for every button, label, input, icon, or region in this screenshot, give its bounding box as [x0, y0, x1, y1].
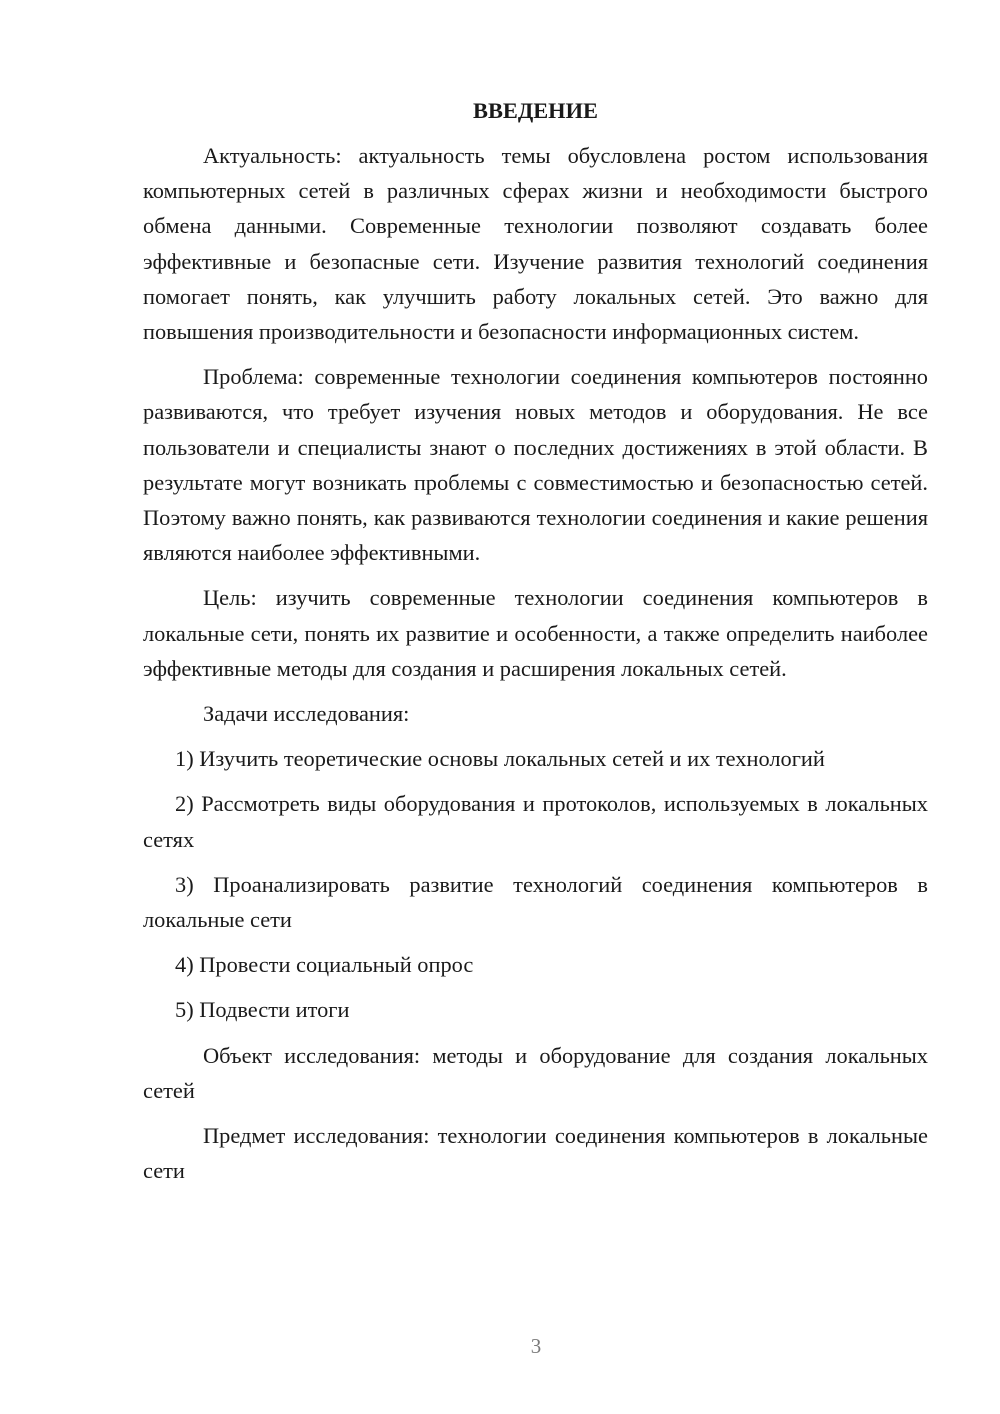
task-item-2: 2) Рассмотреть виды оборудования и протоколов, используемых в локальных сетях: [143, 791, 928, 852]
tasks-heading: Задачи исследования:: [203, 701, 410, 727]
task-item-3: 3) Проанализировать развитие технологий соединения компьютеров в локальные сети: [143, 871, 928, 933]
paragraph-goal: Цель: изучить современные технологии соединения компьютеров в локальные сети, понять их развитие и особенности, а также определить наиболее эффективные методы для создания и расширения локальных сетей.: [143, 585, 928, 681]
document-page: [143, 96, 928, 1198]
task-item-4: 4) Провести социальный опрос: [175, 952, 474, 978]
page-number: 3: [530, 1334, 542, 1358]
paragraph-subject: Предмет исследования: технологии соединения компьютеров в локальные сети: [143, 1123, 928, 1184]
task-item-5: 5) Подвести итоги: [175, 997, 350, 1023]
paragraph-problem: Проблема: современные технологии соединения компьютеров постоянно развиваются, что требует изучения новых методов и оборудования. Не все пользователи и специалисты знают о последних достижениях в этой области. В результате могут возникать проблемы с совместимостью и безопасностью сетей. Поэтому важно понять, как развиваются технологии соединения и какие решения являются наиболее эффективными.: [143, 364, 928, 566]
paragraph-relevance: Актуальность: актуальность темы обусловлена ростом использования компьютерных сетей в различных сферах жизни и необходимости быстрого обмена данными. Современные технологии позволяют создавать более эффективные и безопасные сети. Изучение развития технологий соединения помогает понять, как улучшить работу локальных сетей. Это важно для повышения производительности и безопасности информационных систем.: [143, 143, 928, 345]
paragraph-object: Объект исследования: методы и оборудование для создания локальных сетей: [143, 1042, 928, 1103]
page-title: ВВЕДЕНИЕ: [473, 98, 598, 123]
task-item-1: 1) Изучить теоретические основы локальных сетей и их технологий: [175, 746, 825, 772]
